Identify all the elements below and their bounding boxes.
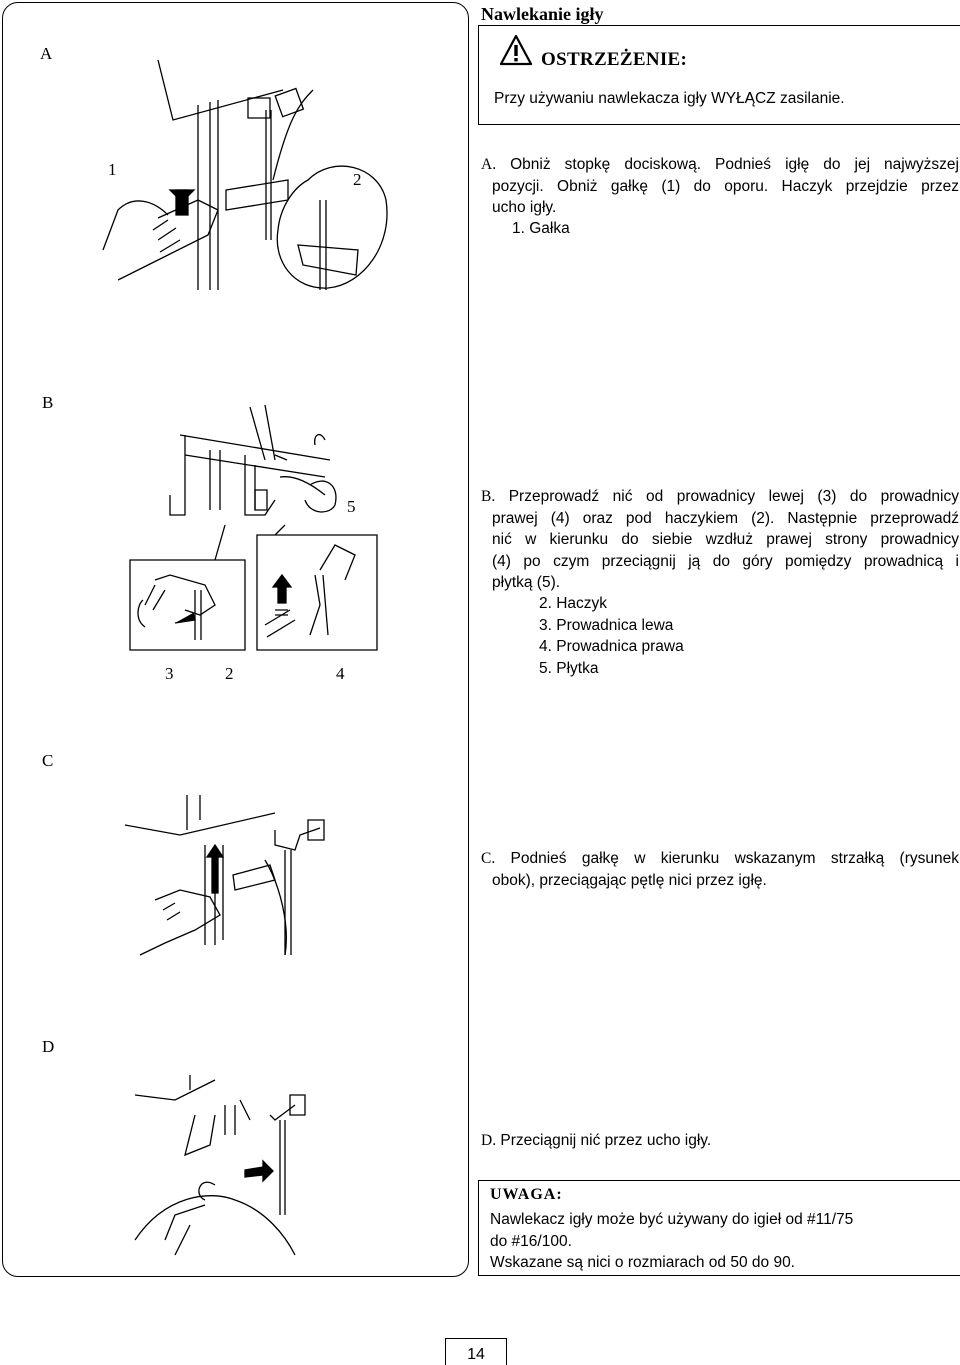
section-b-text bbox=[481, 486, 959, 594]
illustration-b bbox=[125, 405, 385, 655]
section-c-lead: C. bbox=[481, 850, 496, 867]
section-a-line3: ucho igły. bbox=[492, 199, 557, 216]
list-item: 4. Prowadnica prawa bbox=[539, 638, 684, 655]
section-c-line2: obok), przeciągając pętlę nici przez igłę. bbox=[492, 871, 767, 889]
page-number: 14 bbox=[445, 1338, 507, 1365]
section-b-lead: B. bbox=[481, 488, 496, 505]
list-item: 3. Prowadnica lewa bbox=[539, 616, 674, 634]
list-item: 5. Płytka bbox=[539, 659, 599, 677]
section-c-letter: C bbox=[42, 751, 54, 770]
section-b-letter: B bbox=[42, 393, 54, 412]
section-a-line2: pozycji. Obniż gałkę (1) do oporu. Haczyk przejdzie przez bbox=[492, 177, 959, 195]
section-b-line1: Przeprowadź nić od prowadnicy lewej (3) do prowadnicy bbox=[508, 488, 959, 505]
note-lines bbox=[490, 1209, 853, 1274]
section-a-lead: A. bbox=[481, 156, 497, 173]
section-d-letter: D bbox=[42, 1037, 55, 1056]
warning-title: OSTRZEŻENIE: bbox=[541, 49, 688, 70]
callout-3: 3 bbox=[165, 664, 174, 683]
section-d-text bbox=[481, 1130, 959, 1152]
list-item: 1. Gałka bbox=[512, 220, 570, 237]
illustration-d bbox=[135, 1075, 305, 1255]
callout-2b: 2 bbox=[225, 664, 234, 683]
callout-1: 1 bbox=[108, 160, 117, 179]
warning-box bbox=[478, 25, 960, 125]
warning-text: Przy używaniu nawlekacza igły WYŁĄCZ zasilanie. bbox=[494, 90, 845, 107]
section-b-line4: (4) po czym przeciągnij ją do góry pomiędzy prowadnicą i bbox=[492, 552, 959, 570]
illustration-a-extra bbox=[98, 180, 178, 250]
note-box bbox=[478, 1180, 960, 1276]
callout-2: 2 bbox=[353, 170, 362, 189]
illustration-c bbox=[125, 795, 345, 965]
callout-4: 4 bbox=[336, 664, 345, 683]
section-b-line3: nić w kierunku do siebie wzdłuż prawej strony prowadnicy bbox=[492, 531, 959, 548]
section-a-letter: A bbox=[40, 44, 53, 63]
section-a-text bbox=[481, 154, 959, 219]
page-title: Nawlekanie igły bbox=[481, 4, 604, 24]
note-line: Nawlekacz igły może być używany do igieł od #11/75 bbox=[490, 1211, 854, 1228]
note-line: Wskazane są nici o rozmiarach od 50 do 90. bbox=[490, 1254, 795, 1271]
list-item: 2. Haczyk bbox=[539, 595, 608, 612]
section-d-line1: Przeciągnij nić przez ucho igły. bbox=[500, 1132, 712, 1149]
section-a-list bbox=[512, 218, 570, 240]
section-a-line1: Obniż stopkę dociskową. Podnieś igłę do jej najwyższej bbox=[510, 156, 959, 173]
warning-triangle-icon bbox=[499, 34, 533, 66]
section-c-line1: Podnieś gałkę w kierunku wskazanym strzałką (rysunek bbox=[510, 850, 959, 867]
section-d-lead: D. bbox=[481, 1132, 497, 1149]
section-b-list bbox=[539, 593, 684, 679]
section-b-line5: płytką (5). bbox=[492, 574, 561, 591]
note-title: UWAGA: bbox=[490, 1186, 563, 1203]
section-b-line2: prawej (4) oraz pod haczykiem (2). Następnie przeprowadź bbox=[492, 509, 959, 527]
note-line: do #16/100. bbox=[490, 1232, 572, 1250]
section-c-text bbox=[481, 848, 959, 891]
callout-5: 5 bbox=[347, 497, 356, 516]
